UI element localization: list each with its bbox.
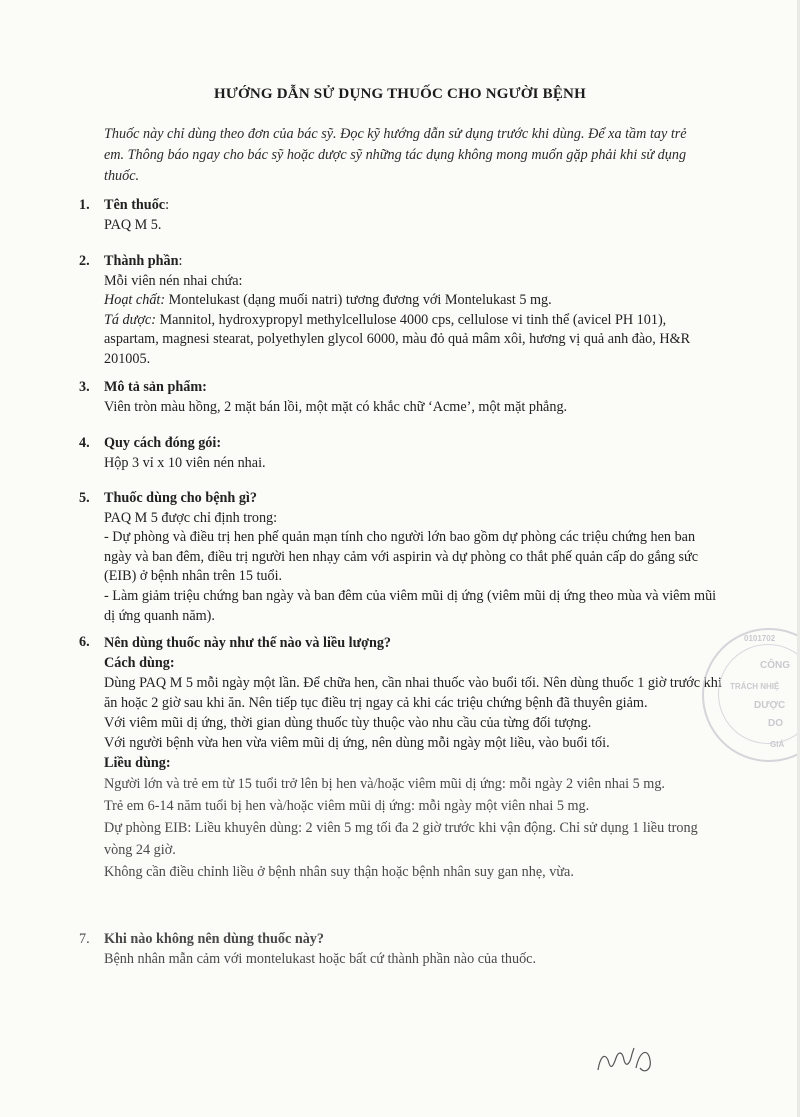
composition-intro: Mỗi viên nén nhai chứa:	[104, 272, 243, 289]
stamp-text-4: DO	[768, 718, 783, 729]
contraindication-text: Bệnh nhân mẫn cảm với montelukast hoặc bất cứ thành phần nào của thuốc.	[104, 950, 537, 967]
intro-warning: Thuốc này chỉ dùng theo đơn của bác sỹ. Đọc kỹ hướng dẫn sử dụng trước khi dùng. Để xa tầm tay trẻ em. Thông báo ngay cho bác sỹ hoặc dược sỹ những tác dụng không mong muốn gặp phải khi sử dụng thuốc.	[104, 126, 687, 184]
section-number: 1.	[79, 197, 90, 213]
stamp-text-2: TRÁCH NHIỆ	[730, 682, 780, 691]
dosage-child: Trẻ em 6-14 năm tuổi bị hen và/hoặc viêm mũi dị ứng: mỗi ngày một viên nhai 5 mg.	[104, 798, 590, 814]
stamp-text-1: CÔNG	[760, 660, 790, 671]
heading-colon: :	[178, 253, 183, 269]
section-number: 6.	[79, 634, 90, 650]
indication-asthma: - Dự phòng và điều trị hen phế quản mạn tính cho người lớn bao gồm dự phòng các triệu chứng hen ban ngày và ban đêm, điều trị người hen nhạy cảm với aspirin và dự phòng co thắt phế quản cấp do gắng sức (EIB) ở bệnh nhân trên 15 tuổi.	[104, 529, 698, 585]
section-number: 5.	[79, 490, 90, 506]
section-heading: Tên thuốc	[104, 197, 166, 213]
stamp-inner-ring	[718, 644, 800, 744]
excipient-label: Tá dược:	[104, 311, 156, 328]
section-number: 2.	[79, 253, 90, 269]
section-heading: Khi nào không nên dùng thuốc này?	[104, 931, 324, 947]
active-text: Montelukast (dạng muối natri) tương đương với Montelukast 5 mg.	[165, 292, 552, 309]
active-label: Hoạt chất:	[104, 292, 166, 309]
section-heading: Mô tả sản phẩm:	[104, 379, 207, 395]
usage-paragraph: Dùng PAQ M 5 mỗi ngày một lần. Để chữa hen, cần nhai thuốc vào buổi tối. Nên dùng thuốc 1 giờ trước khi ăn hoặc 2 giờ sau khi ăn. Nên tiếp tục điều trị ngay cả khi các triệu chứng bệnh đã thuyên giảm.	[104, 675, 722, 711]
indication-rhinitis: - Làm giảm triệu chứng ban ngày và ban đêm của viêm mũi dị ứng (viêm mũi dị ứng theo mùa và viêm mũi dị ứng quanh năm).	[104, 587, 717, 624]
section-heading: Nên dùng thuốc này như thế nào và liều lượng?	[104, 635, 392, 651]
usage-combined: Với người bệnh vừa hen vừa viêm mũi dị ứng, nên dùng mỗi ngày một liều, vào buổi tối.	[104, 735, 610, 751]
drug-name: PAQ M 5.	[104, 216, 162, 233]
packaging-text: Hộp 3 vỉ x 10 viên nén nhai.	[104, 454, 266, 471]
section-heading: Quy cách đóng gói:	[104, 435, 222, 451]
dosage-adjustment: Không cần điều chỉnh liều ở bệnh nhân suy thận hoặc bệnh nhân suy gan nhẹ, vừa.	[104, 864, 574, 880]
section-heading: Thuốc dùng cho bệnh gì?	[104, 490, 257, 506]
section-heading: Thành phần	[104, 253, 179, 269]
page-title: HƯỚNG DẪN SỬ DỤNG THUỐC CHO NGƯỜI BỆNH	[214, 86, 586, 102]
section-number: 4.	[79, 435, 90, 451]
indication-intro: PAQ M 5 được chỉ định trong:	[104, 509, 278, 526]
excipient-text: Mannitol, hydroxypropyl methylcellulose 4000 cps, cellulose vi tinh thể (avicel PH 101), aspartam, magnesi stearat, polyethylen glycol 6000, màu đỏ quả mâm xôi, hương vị quả anh đào, H&R 201005.	[104, 311, 691, 367]
stamp-arc-text: 0101702	[744, 634, 776, 643]
section-number: 7.	[79, 931, 90, 947]
product-description: Viên tròn màu hồng, 2 mặt bán lồi, một mặt có khắc chữ ‘Acme’, một mặt phẳng.	[104, 398, 568, 415]
section-number: 3.	[79, 379, 90, 395]
stamp-arc-text-2: GIÁ	[770, 740, 785, 749]
usage-rhinitis: Với viêm mũi dị ứng, thời gian dùng thuốc tùy thuộc vào nhu cầu của từng đối tượng.	[104, 715, 592, 731]
stamp-text-3: DƯỢC	[754, 700, 786, 711]
heading-colon: :	[165, 197, 170, 213]
usage-subheading: Cách dùng:	[104, 655, 175, 671]
signature-mark	[590, 1040, 670, 1080]
dosage-eib: Dự phòng EIB: Liều khuyên dùng: 2 viên 5 mg tối đa 2 giờ trước khi vận động. Chỉ sử dụng 1 liều trong vòng 24 giờ.	[104, 820, 698, 858]
dosage-adult: Người lớn và trẻ em từ 15 tuổi trở lên bị hen và/hoặc viêm mũi dị ứng: mỗi ngày 2 viên nhai 5 mg.	[104, 776, 665, 792]
dosage-subheading: Liều dùng:	[104, 755, 171, 771]
